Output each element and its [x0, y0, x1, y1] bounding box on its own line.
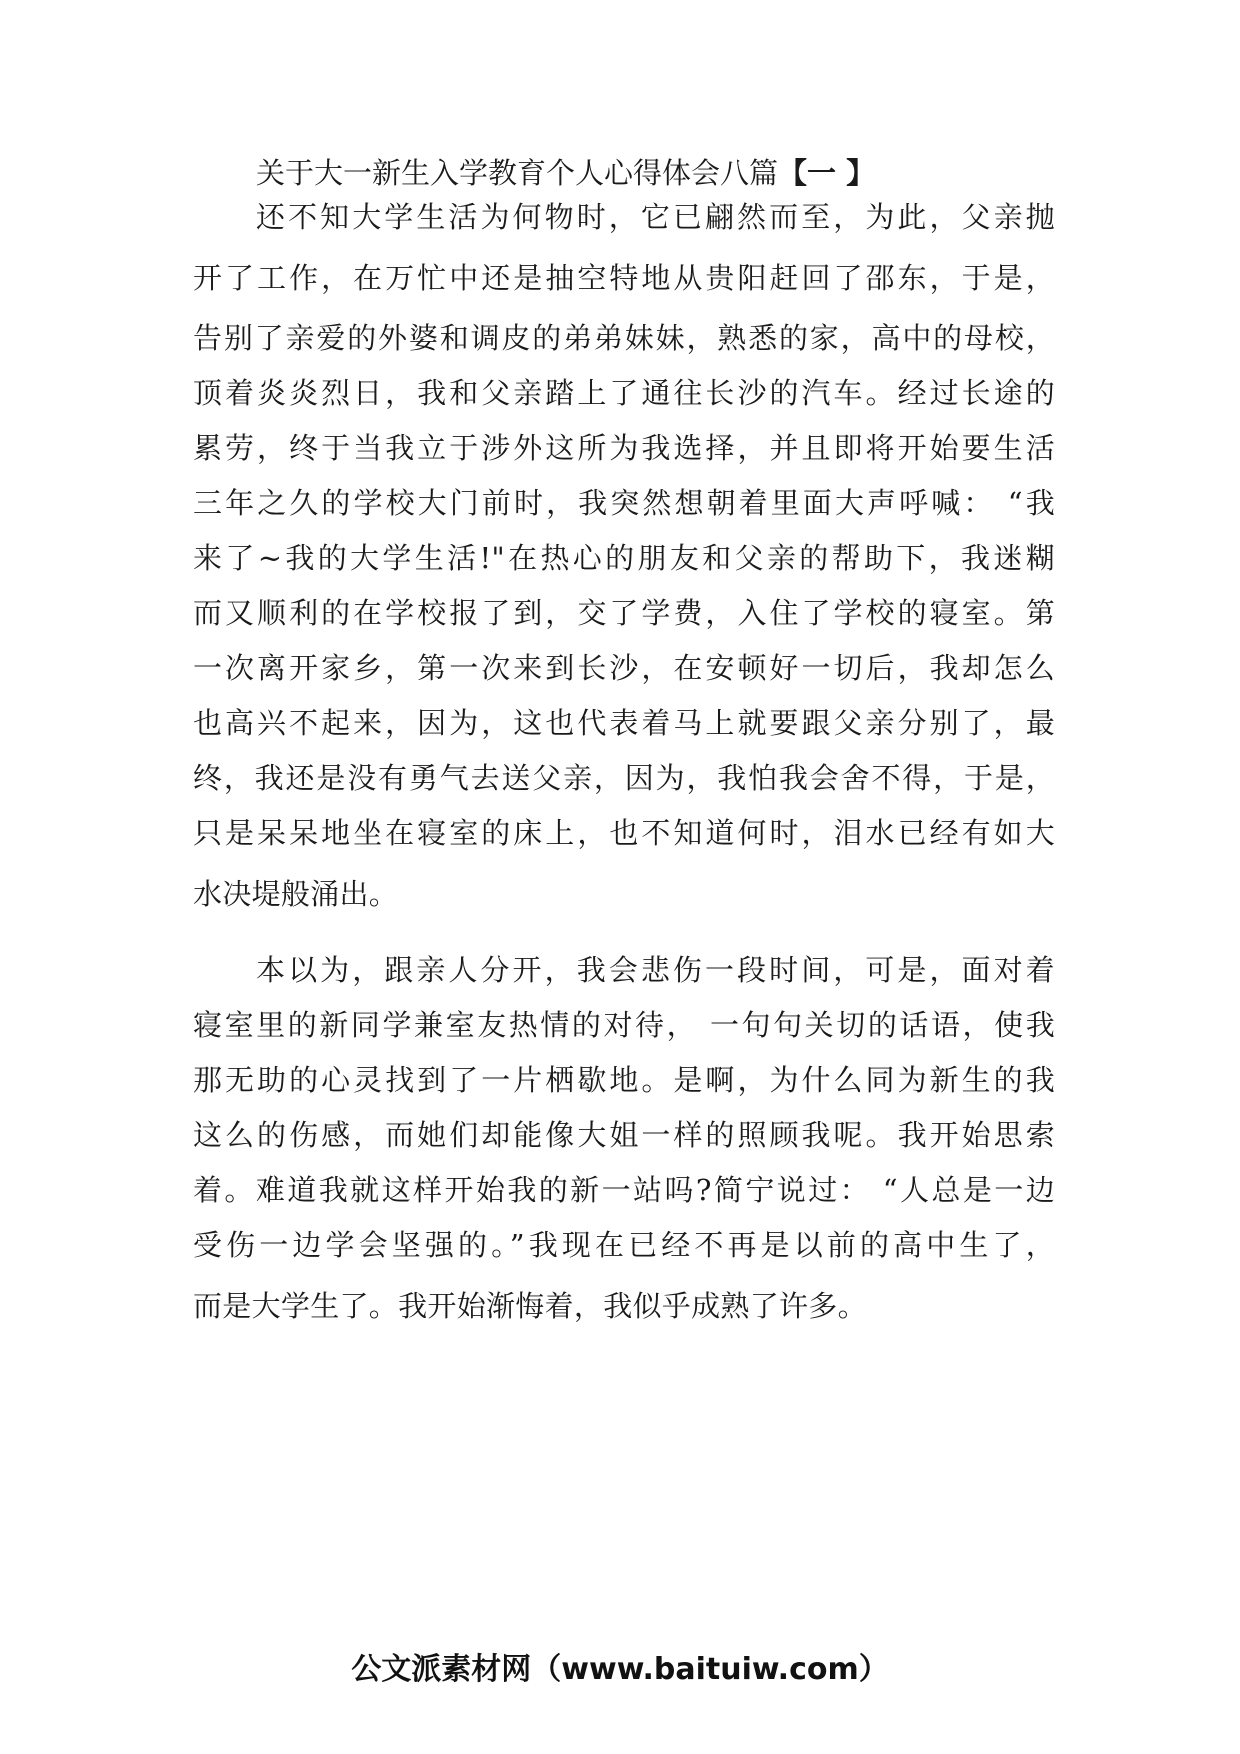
paragraph-line: 三年之久的学校大门前时，我突然想朝着里面大声呼喊： “我: [193, 486, 1055, 520]
paragraph-line: 着。难道我就这样开始我的新一站吗?简宁说过： “人总是一边: [193, 1173, 1055, 1207]
paragraph-line: 来了~我的大学生活!"在热心的朋友和父亲的帮助下，我迷糊: [193, 541, 1055, 575]
paragraph-line: 而又顺利的在学校报了到，交了学费，入住了学校的寝室。第: [193, 596, 1055, 630]
paragraph-line: 累劳，终于当我立于涉外这所为我选择，并且即将开始要生活: [193, 431, 1055, 465]
paragraph-line: 一次离开家乡，第一次来到长沙，在安顿好一切后，我却怎么: [193, 651, 1055, 685]
paragraph-line: 那无助的心灵找到了一片栖歇地。是啊，为什么同为新生的我: [193, 1063, 1055, 1097]
document-title: [256, 153, 875, 193]
document-title-marker: 【一 】: [778, 156, 876, 190]
paragraph-line: 告别了亲爱的外婆和调皮的弟弟妹妹，熟悉的家，高中的母校，: [193, 321, 1055, 355]
paragraph-line: 也高兴不起来，因为，这也代表着马上就要跟父亲分别了，最: [193, 706, 1055, 740]
paragraph-line: 还不知大学生活为何物时，它已翩然而至，为此，父亲抛: [256, 200, 1055, 234]
footer-watermark: 公文派素材网（www.baituiw.com）: [351, 1652, 889, 1687]
paragraph-line: 只是呆呆地坐在寝室的床上，也不知道何时，泪水已经有如大: [193, 816, 1055, 850]
paragraph-line: 受伤一边学会坚强的。”我现在已经不再是以前的高中生了，: [193, 1228, 1055, 1262]
paragraph-line: 终，我还是没有勇气去送父亲，因为，我怕我会舍不得，于是，: [193, 761, 1055, 795]
paragraph-line: 而是大学生了。我开始渐悔着，我似乎成熟了许多。: [193, 1289, 867, 1323]
document-title-text: 关于大一新生入学教育个人心得体会八篇: [256, 156, 779, 190]
paragraph-line: 开了工作，在万忙中还是抽空特地从贵阳赶回了邵东，于是，: [193, 261, 1055, 295]
paragraph-line: 寝室里的新同学兼室友热情的对待， 一句句关切的话语，使我: [193, 1008, 1055, 1042]
paragraph-line: 顶着炎炎烈日，我和父亲踏上了通往长沙的汽车。经过长途的: [193, 376, 1055, 410]
paragraph-line: 这么的伤感，而她们却能像大姐一样的照顾我呢。我开始思索: [193, 1118, 1055, 1152]
paragraph-line: 本以为，跟亲人分开，我会悲伤一段时间，可是，面对着: [256, 953, 1055, 987]
paragraph-line: 水决堤般涌出。: [193, 877, 399, 911]
